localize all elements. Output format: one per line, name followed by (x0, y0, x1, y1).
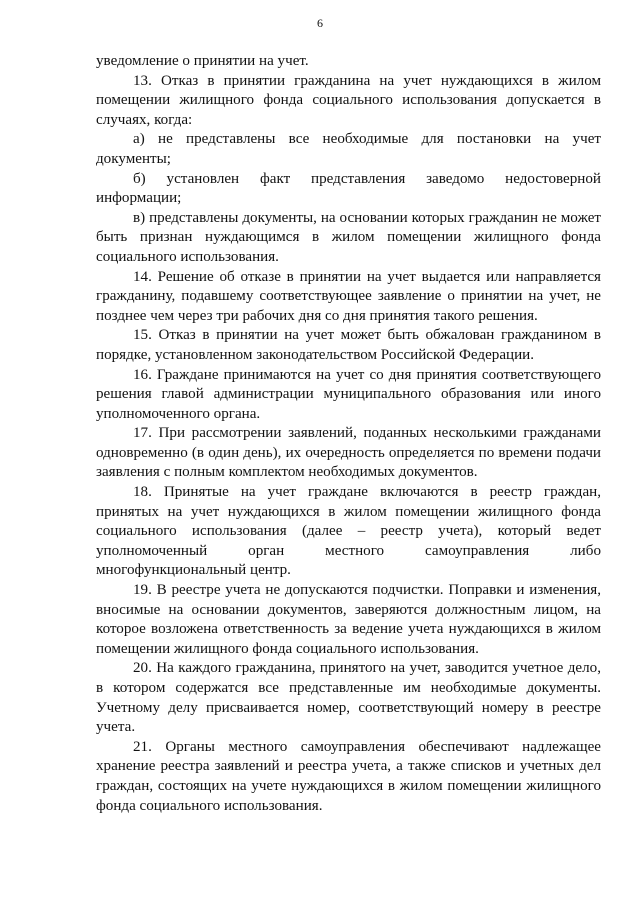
document-body (96, 52, 601, 816)
paragraph-19: 19. В реестре учета не допускаются подчистки. Поправки и изменения, вносимые на основании документов, заверяются должностным лицом, на которое возложена ответственность за ведение учета нуждающихся в жилом помещении жилищного фонда социального использования. (96, 582, 601, 657)
paragraph-20: 20. На каждого гражданина, принятого на учет, заводится учетное дело, в котором содержатся все представленные им необходимые документы. Учетному делу присваивается номер, соответствующий номеру в реестре учета. (96, 660, 601, 736)
paragraph-continuation: уведомление о принятии на учет. (96, 53, 309, 69)
paragraph-13b: б) установлен факт представления заведомо недостоверной информации; (96, 170, 601, 207)
page-number: 6 (317, 16, 323, 30)
paragraph-18: 18. Принятые на учет граждане включаются в реестр граждан, принятых на учет нуждающихся в жилом помещении жилищного фонда социального использования (далее – реестр учета), который ведет уполномоченный орган местного самоуправления либо многофункциональный центр. (96, 484, 601, 579)
paragraph-15: 15. Отказ в принятии на учет может быть обжалован гражданином в порядке, установленном законодательством Российской Федерации. (96, 327, 601, 363)
paragraph-13: 13. Отказ в принятии гражданина на учет нуждающихся в жилом помещении жилищного фонда социального использования допускается в случаях, когда: (96, 72, 601, 128)
paragraph-16: 16. Граждане принимаются на учет со дня принятия соответствующего решения главой администрации муниципального образования или иного уполномоченного органа. (96, 366, 601, 422)
paragraph-13a: а) не представлены все необходимые для постановки на учет документы; (96, 131, 601, 167)
paragraph-21: 21. Органы местного самоуправления обеспечивают надлежащее хранение реестра заявлений и реестра учета, а также списков и учетных дел граждан, состоящих на учете нуждающихся в жилом помещении жилищного фонда социального использования. (96, 738, 601, 814)
paragraph-13v: в) представлены документы, на основании которых гражданин не может быть признан нуждающимся в жилом помещении жилищного фонда социального использования. (96, 209, 601, 265)
paragraph-17: 17. При рассмотрении заявлений, поданных несколькими гражданами одновременно (в один день), их очередность определяется по времени подачи заявления с полным комплектом необходимых документов. (96, 425, 601, 481)
paragraph-14: 14. Решение об отказе в принятии на учет выдается или направляется гражданину, подавшему соответствующее заявление о принятии на учет, не позднее чем через три рабочих дня со дня принятия такого решения. (96, 268, 601, 324)
